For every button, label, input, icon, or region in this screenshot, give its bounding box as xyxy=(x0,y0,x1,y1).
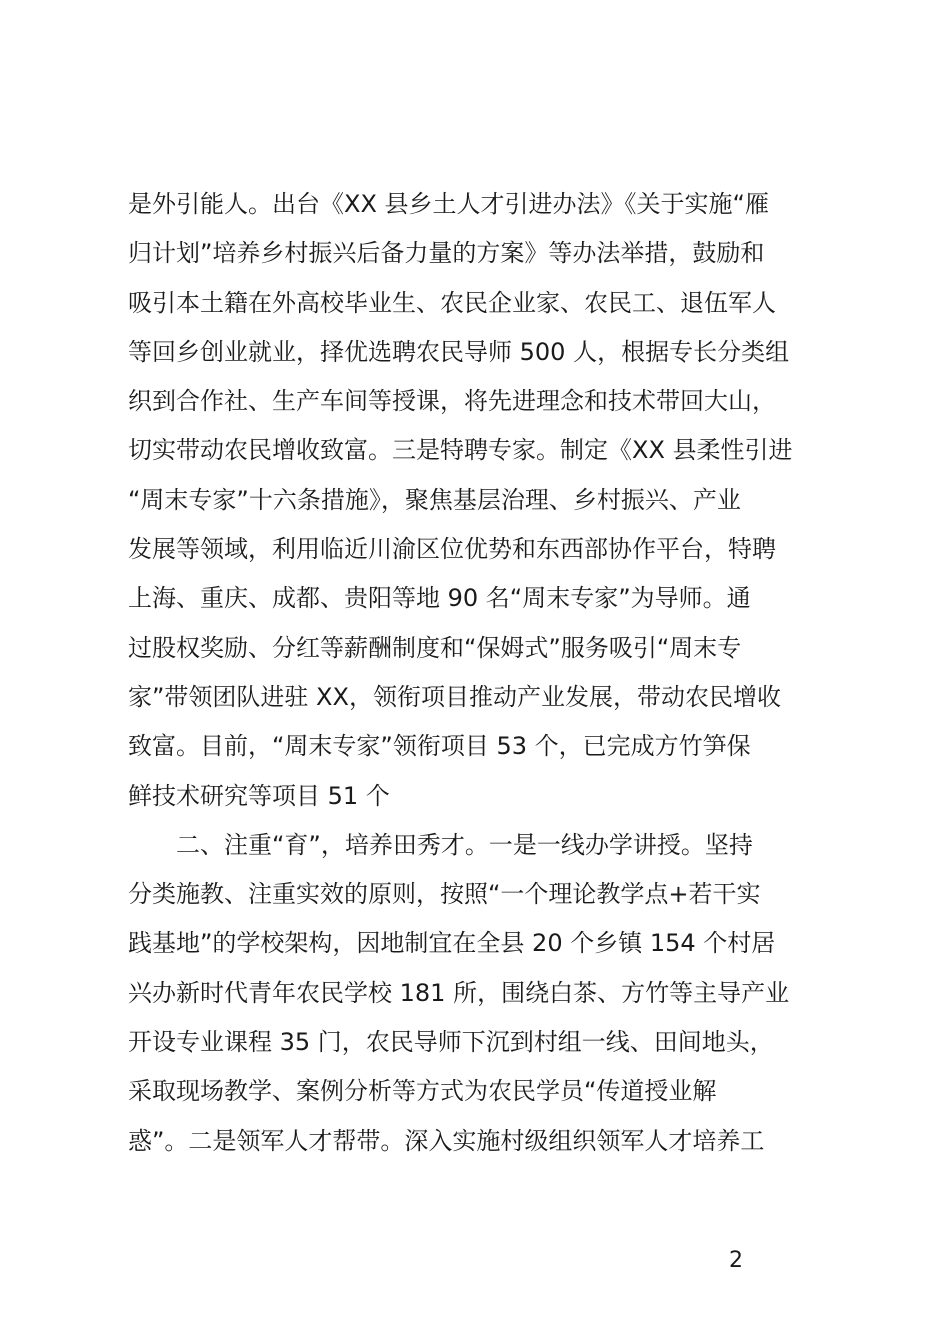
text-line: 过股权奖励、分红等薪酬制度和“保姆式”服务吸引“周末专 xyxy=(128,633,742,662)
text-line: 发展等领域，利用临近川渝区位优势和东西部协作平台，特聘 xyxy=(128,535,776,564)
body-text xyxy=(128,180,828,1166)
text-line: 开设专业课程 35 门，农民导师下沉到村组一线、田间地头， xyxy=(128,1028,774,1057)
paragraph-start-line: 二、注重“育”，培养田秀才。一是一线办学讲授。坚持 xyxy=(176,830,753,859)
text-line: 分类施教、注重实效的原则，按照“一个理论教学点+若干实 xyxy=(128,880,761,909)
text-line: 致富。目前，“周末专家”领衔项目 53 个，已完成方竹笋保 xyxy=(128,732,751,761)
text-line: 是外引能人。出台《XX 县乡土人才引进办法》《关于实施“雁 xyxy=(128,190,769,218)
text-line: 鲜技术研究等项目 51 个 xyxy=(128,781,390,810)
text-line: 织到合作社、生产车间等授课，将先进理念和技术带回大山， xyxy=(128,387,776,416)
text-line: 兴办新时代青年农民学校 181 所，围绕白茶、方竹等主导产业 xyxy=(128,978,790,1007)
text-line: 吸引本土籍在外高校毕业生、农民企业家、农民工、退伍军人 xyxy=(128,288,776,317)
text-line: 上海、重庆、成都、贵阳等地 90 名“周末专家”为导师。通 xyxy=(128,584,751,613)
text-line: 归计划”培养乡村振兴后备力量的方案》等办法举措，鼓励和 xyxy=(128,239,765,268)
page-number: 2 xyxy=(729,1248,743,1273)
text-line: 切实带动农民增收致富。三是特聘专家。制定《XX 县柔性引进 xyxy=(128,436,793,465)
text-line: 采取现场教学、案例分析等方式为农民学员“传道授业解 xyxy=(128,1077,717,1106)
text-line: “周末专家”十六条措施》，聚焦基层治理、乡村振兴、产业 xyxy=(128,485,741,514)
text-line: 践基地”的学校架构，因地制宜在全县 20 个乡镇 154 个村居 xyxy=(128,929,776,958)
text-line: 等回乡创业就业，择优选聘农民导师 500 人，根据专长分类组 xyxy=(128,337,790,366)
text-line: 家”带领团队进驻 XX，领衔项目推动产业发展，带动农民增收 xyxy=(128,682,781,711)
text-line: 惑”。二是领军人才帮带。深入实施村级组织领军人才培养工 xyxy=(128,1126,765,1155)
